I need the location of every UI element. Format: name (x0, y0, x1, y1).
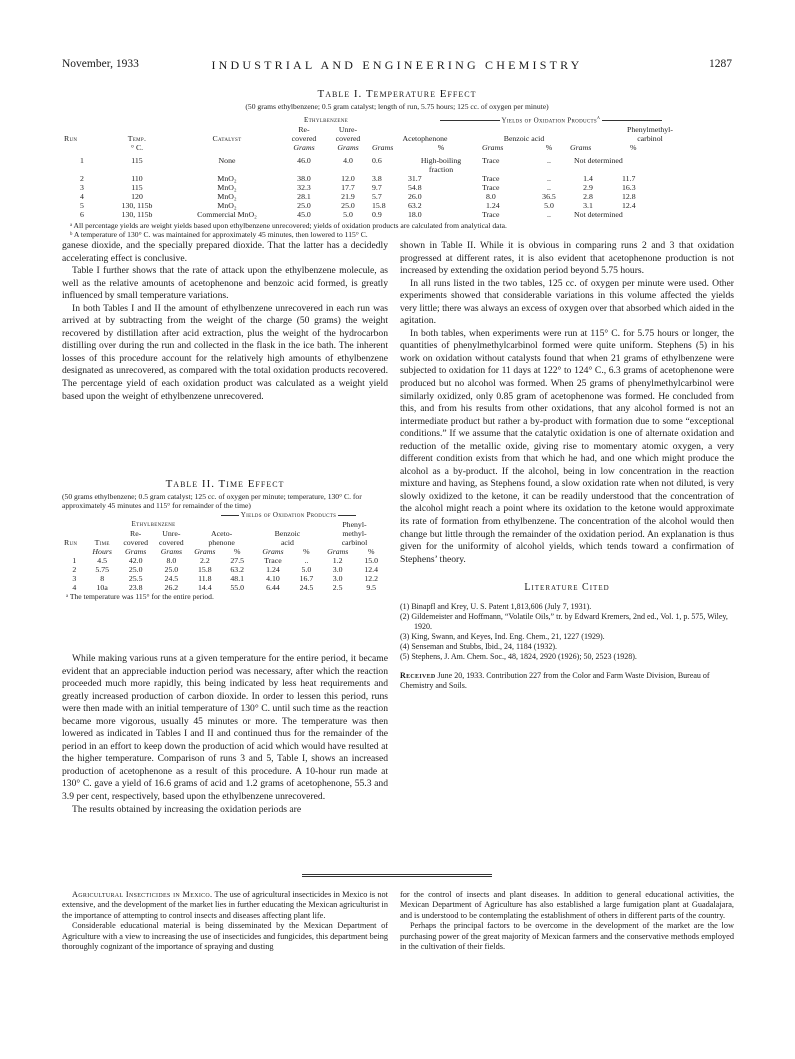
table-row: 4 10a 23.8 26.2 14.4 55.0 6.44 24.5 2.5 9.5 (72, 583, 377, 592)
table-row: 2 110 MnO₂ 38.0 12.0 3.8 31.7 Trace .. 1.4 11.7 (80, 174, 636, 184)
paragraph: In all runs listed in the two tables, 125 cc. of oxygen per minute were used. Other experiments showed that considerable variations in this volume affected the yields very little; there was always an excess of oxygen over that absorbed which aided in the agitation. (400, 277, 734, 327)
paragraph: The results obtained by increasing the oxidation periods are (72, 803, 302, 815)
table-2 (62, 478, 388, 601)
paragraph: In both tables, when experiments were run at 115° C. for 5.75 hours or longer, the quantities of phenylmethylcarbinol formed were quite uniform. Stephens (5) in his work on oxidation without catalysts found that when 21 grams of ethylbenzene were subjected to oxidation for 11 days at 122° to 124° C., 6.3 grams of acetophenone were produced but no alcohol was formed. When 25 grams of phenylmethylcarbinol were similarly oxidized, only 0.85 gram of acetophenone was formed. He concluded from this, and from his results from other oxidations, that any alcohol formed is not an intermediate product but rather a by-product with formation due to some “exceptional conditions.” If we assume that the catalytic oxidation is one of alternate oxidation and reduction of the metallic oxide, giving rise to momentary atomic oxygen, a very different condition exists from that which he had, and one which might produce the alcohol as a by-product. If the alcohol, being in low concentration in the reaction mixture and having, as Stephens found, a slow oxidation rate when not diluted, is very slowly oxidized to the ketone, it can be readily understood that the concentration of the alcohol might reach a point where its oxidation to the ketone would approximate its rate of formation from ethylbenzene. The concentration of the alcohol would then change but little through the remainder of the oxidation period. An explanation is thus given for the uniformity of alcohol yields, which tends toward a confirmation of Stephens’ theory. (400, 327, 734, 565)
t1-h-temp: Temp. (127, 134, 147, 144)
table-row: 6 130, 115b Commercial MnO₂ 45.0 5.0 0.9 18.0 Trace .. Not determined (80, 210, 623, 220)
running-header (62, 58, 732, 74)
bottom-left-column: Agricultural Insecticides in Mexico. The use of agricultural insecticides in Mexico is not extensive, and the development of the market lies in further educating the Mexican agriculturist in the importance of attempting to control insects and diseases affecting plant life. Considerable educational material is being disseminated by the Mexican Department of Agriculture with a view to increasing the use of insecticides and fungicides, this department being thoroughly cognizant of the importance of spraying and dusting (62, 890, 389, 952)
table-row: fraction (428, 165, 454, 175)
literature-cited-heading: Literature Cited (524, 582, 610, 594)
t1-h-ethyl: Ethylbenzene (304, 116, 348, 125)
table-2-title: Table II. Time Effect (165, 478, 285, 490)
left-column-continued (62, 653, 388, 816)
journal-title: INDUSTRIAL AND ENGINEERING CHEMISTRY (211, 58, 583, 72)
t1-h-run: Run (64, 134, 78, 144)
page-number: 1287 (709, 58, 732, 70)
table-2-conditions: (50 grams ethylbenzene; 0.5 gram catalyst; 125 cc. of oxygen per minute; temperature, 130° C. for approximately 45 minutes and 115° for remainder of the time) (62, 492, 362, 510)
paragraph: In both Tables I and II the amount of ethylbenzene unrecovered in each run was arrived at by subtracting from the weight of the charge (50 grams) the weight recovered by distillation after acid extraction, plus the weight of the hydrocarbon distilling over during the run and collected in the flask in the ice bath. The inherent losses of this procedure account for the relatively high amounts of ethylbenzene designated as unrecovered, as compared with the total oxidation products recovered. The percentage yield of each oxidation product was calculated as a weight yield based upon the weight of ethylbenzene unrecovered. (62, 302, 388, 402)
table-row: 1 4.5 42.0 8.0 2.2 27.5 Trace .. 1.2 15.0 (72, 556, 379, 565)
reference-item: (3) King, Swann, and Keyes, Ind. Eng. Chem., 21, 1227 (1929). (400, 631, 605, 641)
t2-h-time: Time (94, 538, 110, 547)
table-2-grid: Yields of Oxidation Products Ethylbenzene Phenyl- Re- Unre- Aceto- Benzoic methyl- Run Time covered covered phenone acid carbinol Hours Grams Grams Grams % Grams % Grams % 1 4.5 42.0 8.0 2.2 27.5 Trace .. 1.2 15.0 2 5.75 25.0 25.0 15.8 63.2 1.24 5.0 3.0 12.4 3 8 25.5 24.5 11.8 48.1 4.10 16.7 3.0 12.2 4 10a 23.8 26.2 14.4 55.0 6.44 24.5 2.5 9.5 (62, 511, 388, 592)
paragraph: shown in Table II. While it is obvious in comparing runs 2 and 3 that oxidation progressed at different rates, it is also evident that acetophenone production is not increased by extending the oxidation period beyond 5.75 hours. (400, 240, 734, 277)
table-1-grid: Ethylbenzene Yields of Oxidation Products$^a$ Re- Unre- Phenylmethyl- Run Temp. Catalyst covered covered Acetophenone Benzoic acid carbinol ° C. Grams Grams Grams % Grams % Grams % 1 115 None 46.0 4.0 0.6 High-boiling Trace .. Not determined fraction 2 110 MnO₂ 38.0 12.0 3.8 31.7 Trace .. 1.4 11.7 3 115 MnO₂ 32.3 17.7 9.7 54.8 Trace .. 2.9 16.3 4 120 MnO₂ 28.1 21.9 5.7 26.0 8.0 36.5 2.8 12.8 5 130, 115b MnO₂ 25.0 25.0 15.8 63.2 1.24 5.0 3.1 12.4 6 130, 115b Commercial MnO₂ 45.0 5.0 0.9 18.0 Trace .. Not determined (62, 114, 732, 219)
paragraph: ganese dioxide, and the specially prepared dioxide. That the latter has a decidedly accelerating effect is conclusive. (62, 240, 388, 264)
t1-h-catalyst: Catalyst (212, 134, 242, 144)
t1-h-benzoic: Benzoic acid (503, 134, 545, 144)
paragraph: Considerable educational material is being disseminated by the Mexican Department of Agriculture with a view to increasing the use of insecticides and fungicides, this department being thoroughly cognizant of the importance of spraying and dusting (62, 921, 388, 952)
reference-item: (5) Stephens, J. Am. Chem. Soc., 48, 1824, 2920 (1926); 50, 2523 (1928). (400, 651, 637, 661)
table-row: 2 5.75 25.0 25.0 15.8 63.2 1.24 5.0 3.0 12.4 (72, 565, 379, 574)
table-1-title: Table I. Temperature Effect (317, 88, 477, 100)
news-item-title: Agricultural Insecticides in Mexico. (72, 890, 213, 899)
reference-item: (2) Gildemeister and Hoffmann, “Volatile Oils,” tr. by Edward Kremers, 2nd ed., Vol. 1, p. 575, Wiley, 1920. (400, 611, 728, 631)
t2-h-run: Run (64, 538, 78, 547)
bottom-right-column (400, 890, 734, 952)
table-1 (62, 88, 732, 239)
table-row: 4 120 MnO₂ 28.1 21.9 5.7 26.0 8.0 36.5 2.8 12.8 (80, 192, 636, 202)
section-separator (302, 874, 492, 877)
t1-h-aceto: Acetophenone (402, 134, 448, 144)
paragraph: Table I further shows that the rate of attack upon the ethylbenzene molecule, as well as the relative amounts of acetophenone and benzoic acid formed, is greatly influenced by small temperature variations. (62, 265, 388, 302)
received-note: Received June 20, 1933. Contribution 227 from the Color and Farm Waste Division, Bureau of Chemistry and Soils. (400, 670, 710, 690)
reference-item: (4) Senseman and Stubbs, Ibid., 24, 1184 (1932). (400, 641, 558, 651)
table-1-footnote-b: ᵇ A temperature of 130° C. was maintained for approximately 45 minutes, then lowered to 115° C. (70, 230, 368, 240)
reference-list (400, 602, 734, 662)
issue-date: November, 1933 (62, 58, 139, 70)
t1-h-yields: Yields of Oxidation Products$^a$ (370, 114, 732, 125)
right-column (400, 240, 734, 691)
table-row: 3 8 25.5 24.5 11.8 48.1 4.10 16.7 3.0 12.2 (72, 574, 379, 583)
table-row: 5 130, 115b MnO₂ 25.0 25.0 15.8 63.2 1.24 5.0 3.1 12.4 (80, 201, 636, 211)
table-row: 1 115 None 46.0 4.0 0.6 High-boiling Trace .. Not determined (80, 156, 623, 166)
t2-h-yields: Yields of Oxidation Products (189, 511, 388, 520)
table-1-footnote-a: ᵃ All percentage yields are weight yields based upon ethylbenzene unrecovered; yields of oxidation products are calculated from analytical data. (70, 221, 507, 231)
table-1-conditions: (50 grams ethylbenzene; 0.5 gram catalyst; length of run, 5.75 hours; 125 cc. of oxygen per minute) (245, 102, 549, 111)
paragraph: While making various runs at a given temperature for the entire period, it became evident that an appreciable induction period was necessary, after which the reaction proceeded much more rapidly, this being indicated by less heat requirements and greatly increased production of carbon dioxide. In order to lessen this period, runs were then made with an initial temperature of 130° C. until such time as the reaction became more vigorous, usually 45 minutes or more. The temperature was then lowered as indicated in Tables I and II and continued thus for the remainder of the period in an effort to keep down the production of acid which would have resulted at the higher temperature. Comparison of runs 3 and 5, Table I, shows an increased production of acetophenone as a result of this procedure. A 10-hour run made at 130° C. gave a yield of 16.6 grams of acid and 1.2 grams of acetophenone, 55.3 and 3.9 per cent, respectively, based upon the ethylbenzene unrecovered. (62, 653, 388, 803)
reference-item: (1) Binapfl and Krey, U. S. Patent 1,813,606 (July 7, 1931). (400, 601, 592, 611)
paragraph: Perhaps the principal factors to be overcome in the development of the market are the low purchasing power of the great majority of Mexican farmers and the conservative methods employed in the cultivation of their fields. (400, 921, 734, 952)
paragraph: for the control of insects and plant diseases. In addition to general educational activities, the Mexican Department of Agriculture has also established a large fumigation plant at Guadalajara, and is understood to be contemplating the establishment of others in different parts of the country. (400, 890, 734, 920)
table-row: 3 115 MnO₂ 32.3 17.7 9.7 54.8 Trace .. 2.9 16.3 (80, 183, 636, 193)
left-column (62, 240, 388, 403)
table-2-footnote-a: ᵃ The temperature was 115° for the entire period. (66, 592, 214, 601)
t2-h-ethyl: Ethylbenzene (131, 520, 176, 528)
